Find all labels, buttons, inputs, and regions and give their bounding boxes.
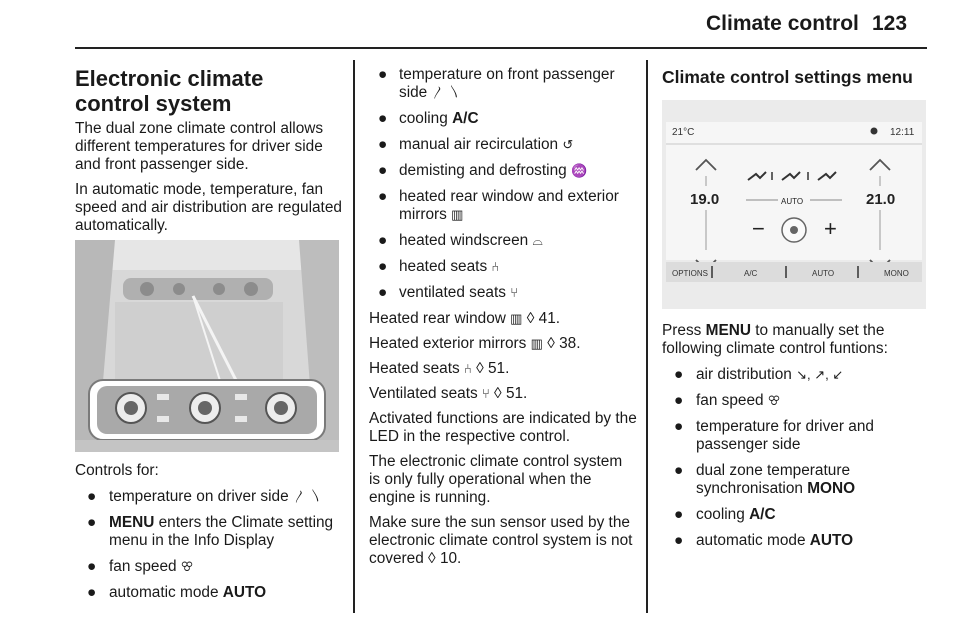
list-item: ● automatic mode AUTO [87,584,267,601]
list-item: ● manual air recirculation ↺ [378,136,574,153]
led-paragraph: Activated functions are indicated by the LED in the respective control. [369,410,637,445]
column-3-lower [662,322,930,558]
press-menu-paragraph: Press MENU to manually set the following climate control funtions: [662,322,888,357]
defrost-max-icon: ♒ [570,163,588,178]
info-display-screenshot [662,100,926,309]
list-item: ● temperature on front passenger side 〳 〵 [378,66,615,101]
intro-paragraph-1: The dual zone climate control allows different temperatures for driver side and front passenger side. [75,120,324,173]
rear-defrost-icon: ▥ [451,207,464,222]
page-ref-arrow-icon: ◊ [476,360,484,377]
list-item: ● cooling A/C [674,506,776,523]
fan-icon: ꕢ [180,559,194,574]
controls-list [75,488,343,602]
rear-defrost-icon: ▥ [510,311,523,326]
column-divider-2 [646,60,648,613]
climate-control-panel-photo [75,240,339,452]
list-item: ● heated windscreen ⌓ [378,232,543,249]
list-item: ● dual zone temperature synchronisation MONO [674,462,856,497]
list-item: ● cooling A/C [378,110,479,127]
list-item: ● demisting and defrosting ♒ [378,162,588,179]
settings-gear-icon [871,128,878,135]
column-1-lower [75,462,343,610]
passenger-temperature: 21.0 [866,191,896,208]
heated-seat-icon: ⑃ [463,361,472,376]
section-heading: Electronic climate control system [75,66,264,116]
page-ref-arrow-icon: ◊ [526,310,535,327]
list-item: ● fan speed ꕢ [87,558,194,575]
page-ref-arrow-icon: ◊ [547,335,555,352]
header-rule [75,47,927,49]
sun-sensor-paragraph: Make sure the sun sensor used by the electronic climate control system is not covered ◊ 10. [369,514,633,567]
list-item: ● air distribution ↘, ↗, ↙ [674,366,844,383]
list-item: ● fan speed ꕢ [674,392,781,409]
temp-arrows-icon: 〳 〵 [292,489,323,504]
rear-defrost-icon: ▥ [530,336,543,351]
heated-seat-icon: ⑃ [491,259,500,274]
cross-reference[interactable]: Heated rear window ▥ ◊ 41. [369,310,561,327]
fan-increase-button[interactable]: + [824,216,837,241]
column-2 [369,66,637,575]
engine-paragraph: The electronic climate control system is only fully operational when the engine is running. [369,453,623,506]
list-item: ● ventilated seats ⑂ [378,284,519,301]
recirculation-icon: ↺ [562,137,574,152]
list-item: ● heated rear window and exterior mirrors ▥ [378,188,619,223]
list-item: ● automatic mode AUTO [674,532,854,549]
auto-button[interactable]: AUTO [812,269,835,278]
column-3 [662,66,930,88]
mono-button[interactable]: MONO [884,269,909,278]
ac-button[interactable]: A/C [744,269,758,278]
fan-decrease-button[interactable]: − [752,216,765,241]
controls-label: Controls for: [75,462,159,479]
page-ref-arrow-icon: ◊ [494,385,502,402]
controls-list-continued [369,66,637,302]
clock: 12:11 [890,127,915,138]
heated-windscreen-icon: ⌓ [532,233,543,248]
cross-reference[interactable]: Ventilated seats ⑂ ◊ 51. [369,385,528,402]
auto-label: AUTO [781,197,804,206]
options-button[interactable]: OPTIONS [672,269,709,278]
page-ref-arrow-icon: ◊ [428,550,436,567]
ventilated-seat-icon: ⑂ [510,285,519,300]
temp-arrows-icon: 〳 〵 [431,85,462,100]
column-1 [75,66,343,242]
list-item: ● heated seats ⑃ [378,258,500,275]
fan-icon: ꕢ [767,393,781,408]
driver-temperature: 19.0 [690,191,720,208]
list-item: ● temperature on driver side 〳 〵 [87,488,323,505]
running-header-title: Climate control [706,12,859,35]
outside-temperature: 21°C [672,127,695,138]
cross-reference[interactable]: Heated seats ⑃ ◊ 51. [369,360,510,377]
page-number: 123 [872,12,908,35]
list-item: ● MENU enters the Climate setting menu in the Info Display [87,514,334,549]
column-divider-1 [353,60,355,613]
list-item: ● temperature for driver and passenger side [674,418,874,453]
settings-menu-heading: Climate control settings menu [662,67,913,87]
intro-paragraph-2: In automatic mode, temperature, fan speed and air distribution are regulated automatically. [75,181,342,234]
ventilated-seat-icon: ⑂ [481,386,490,401]
menu-functions-list [662,366,930,550]
cross-reference[interactable]: Heated exterior mirrors ▥ ◊ 38. [369,335,581,352]
air-distribution-icon: ↘, ↗, ↙ [796,367,844,382]
